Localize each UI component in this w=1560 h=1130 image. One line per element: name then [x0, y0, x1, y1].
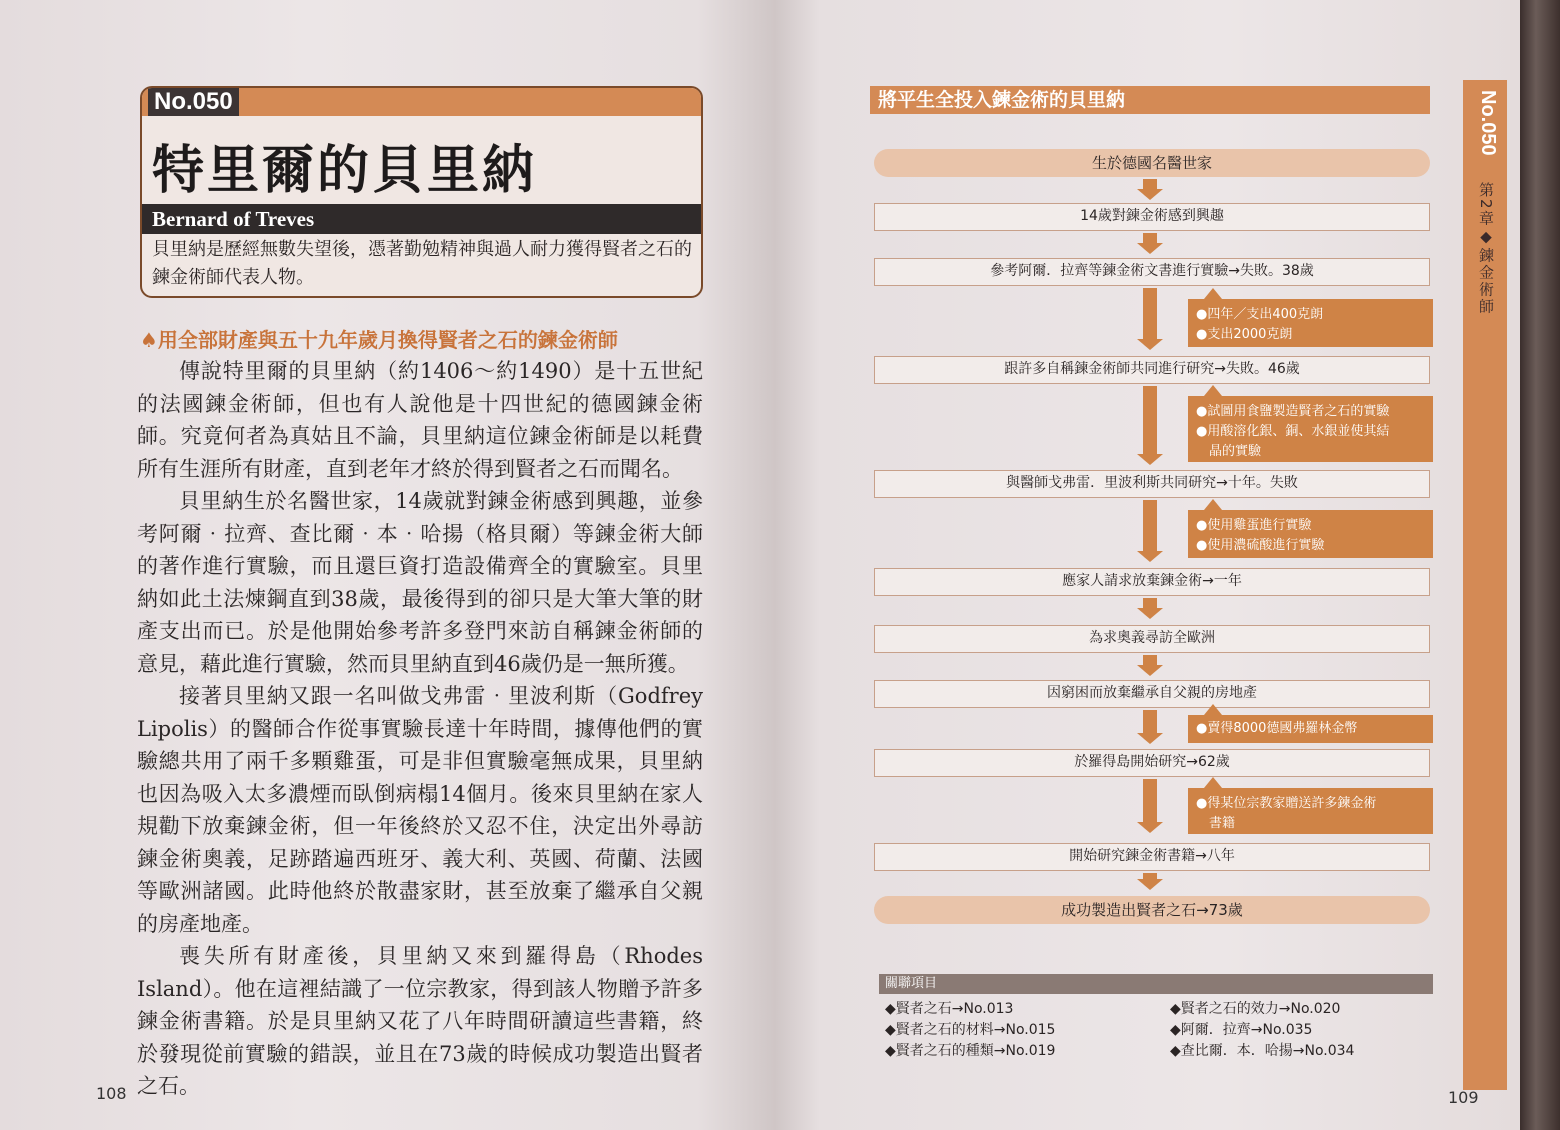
- related-item: ◆阿爾．拉齊→No.035: [1170, 1022, 1313, 1038]
- flow-step: 14歲對鍊金術感到興趣: [874, 203, 1430, 231]
- right-page: [775, 0, 1520, 1130]
- flow-arrow: [1143, 386, 1157, 457]
- flow-note: [1188, 299, 1433, 347]
- flow-arrow: [1143, 233, 1157, 246]
- flow-step: 為求奧義尋訪全歐洲: [874, 625, 1430, 653]
- related-list-right: [1170, 999, 1354, 1062]
- entry-header-box: [140, 86, 703, 298]
- related-item: ◆賢者之石的種類→No.019: [885, 1043, 1056, 1059]
- flowchart-title: 將平生全投入鍊金術的貝里納: [878, 89, 1126, 111]
- body-text: [137, 355, 703, 1103]
- note-line: ●使用雞蛋進行實驗: [1196, 518, 1312, 533]
- page-edges: [1520, 0, 1560, 1130]
- paragraph: 傳說特里爾的貝里納（約1406～約1490）是十五世紀的法國鍊金術師，但也有人說他是十四世紀的德國鍊金術師。究竟何者為真姑且不論，貝里納這位鍊金術師是以耗費所有生涯所有財產，直到老年才終於得到賢者之石而聞名。: [137, 359, 703, 481]
- flow-step: 開始研究鍊金術書籍→八年: [874, 843, 1430, 871]
- related-list-left: [885, 999, 1055, 1062]
- paragraph: 接著貝里納又跟一名叫做戈弗雷‧里波利斯（Godfrey Lipolis）的醫師合作從事實驗長達十年時間，據傳他們的實驗總共用了兩千多顆雞蛋，可是非但實驗毫無成果，貝里納也因為吸入太多濃煙而臥倒病榻14個月。後來貝里納在家人規勸下放棄鍊金術，但一年後終於又忍不住，決定出外尋訪鍊金術奧義，足跡踏遍西班牙、義大利、英國、荷蘭、法國等歐洲諸國。此時他終於散盡家財，甚至放棄了繼承自父親的房產地產。: [137, 684, 703, 936]
- page-number-left: 108: [96, 1084, 127, 1103]
- related-item: ◆查比爾．本．哈揚→No.034: [1170, 1043, 1355, 1059]
- paragraph: 喪失所有財產後，貝里納又來到羅得島（Rhodes Island）。他在這裡結識了一位宗教家，得到該人物贈予許多鍊金術書籍。於是貝里納又花了八年時間研讀這些書籍，終於發現從前實驗的錯誤，並且在73歲的時候成功製造出賢者之石。: [137, 944, 703, 1098]
- flow-arrow: [1143, 710, 1157, 736]
- note-line: ●用酸溶化銀、銅、水銀並使其結: [1196, 424, 1390, 439]
- flow-step: 參考阿爾．拉齊等鍊金術文書進行實驗→失敗。38歲: [874, 258, 1430, 286]
- flow-note: [1188, 510, 1433, 558]
- paragraph: 貝里納生於名醫世家，14歲就對鍊金術感到興趣，並參考阿爾‧拉齊、查比爾‧本‧哈揚（格貝爾）等鍊金術大師的著作進行實驗，而且還巨資打造設備齊全的實驗室。貝里納如此土法煉鋼直到38歲，最後得到的卻只是大筆大筆的財產支出而已。於是他開始參考許多登門來訪自稱鍊金術師的意見，藉此進行實驗，然而貝里納直到46歲仍是一無所獲。: [137, 489, 703, 676]
- note-line: ●四年／支出400克朗: [1196, 307, 1324, 322]
- note-line: 書籍: [1196, 816, 1236, 831]
- english-title-bar: [142, 204, 701, 234]
- flowchart-banner: [870, 86, 1430, 114]
- flow-arrow: [1143, 873, 1157, 882]
- note-line: ●試圖用食鹽製造賢者之石的實驗: [1196, 404, 1390, 419]
- flow-step: 因窮困而放棄繼承自父親的房地產: [874, 680, 1430, 708]
- entry-number: No.050: [148, 88, 239, 116]
- flow-step: 於羅得島開始研究→62歲: [874, 749, 1430, 777]
- tab-chapter-label: 第2章◆鍊金術師: [1477, 182, 1495, 316]
- page-number-right: 109: [1448, 1088, 1479, 1107]
- note-line: ●賣得8000德國弗羅林金幣: [1196, 721, 1358, 736]
- flow-step: 跟許多自稱鍊金術師共同進行研究→失敗。46歲: [874, 356, 1430, 384]
- note-line: ●使用濃硫酸進行實驗: [1196, 538, 1325, 553]
- flow-step: 生於德國名醫世家: [874, 149, 1430, 177]
- flow-arrow: [1143, 179, 1157, 192]
- related-item: ◆賢者之石→No.013: [885, 1001, 1014, 1017]
- flow-step-final: 成功製造出賢者之石→73歲: [874, 896, 1430, 924]
- flow-note: [1188, 715, 1433, 743]
- related-item: ◆賢者之石的材料→No.015: [885, 1022, 1056, 1038]
- flow-step: 與醫師戈弗雷．里波利斯共同研究→十年。失敗: [874, 470, 1430, 498]
- english-title: Bernard of Treves: [152, 207, 315, 231]
- flow-note: [1188, 396, 1433, 462]
- left-page: [0, 0, 775, 1130]
- flow-arrow: [1143, 500, 1157, 554]
- related-items-title: 關聯項目: [885, 976, 938, 991]
- flow-step: 應家人請求放棄鍊金術→一年: [874, 568, 1430, 596]
- flow-note: [1188, 788, 1433, 834]
- flow-arrow: [1143, 288, 1157, 342]
- note-line: ●得某位宗教家贈送許多鍊金術: [1196, 796, 1377, 811]
- entry-title: 特里爾的貝里納: [152, 141, 538, 201]
- tab-entry-number: No.050: [1477, 90, 1499, 156]
- entry-summary: 貝里納是歷經無數失望後，憑著勤勉精神與過人耐力獲得賢者之石的鍊金術師代表人物。: [152, 239, 692, 288]
- flow-arrow: [1143, 598, 1157, 611]
- section-heading: ♠用全部財產與五十九年歲月換得賢者之石的鍊金術師: [140, 328, 618, 352]
- chapter-tab: [1463, 80, 1507, 1090]
- flow-arrow: [1143, 779, 1157, 825]
- note-line: ●支出2000克朗: [1196, 327, 1293, 342]
- related-item: ◆賢者之石的效力→No.020: [1170, 1001, 1341, 1017]
- related-items-bar: [879, 974, 1433, 994]
- flow-arrow: [1143, 655, 1157, 668]
- note-line: 晶的實驗: [1196, 444, 1262, 459]
- header-bar: [142, 88, 701, 116]
